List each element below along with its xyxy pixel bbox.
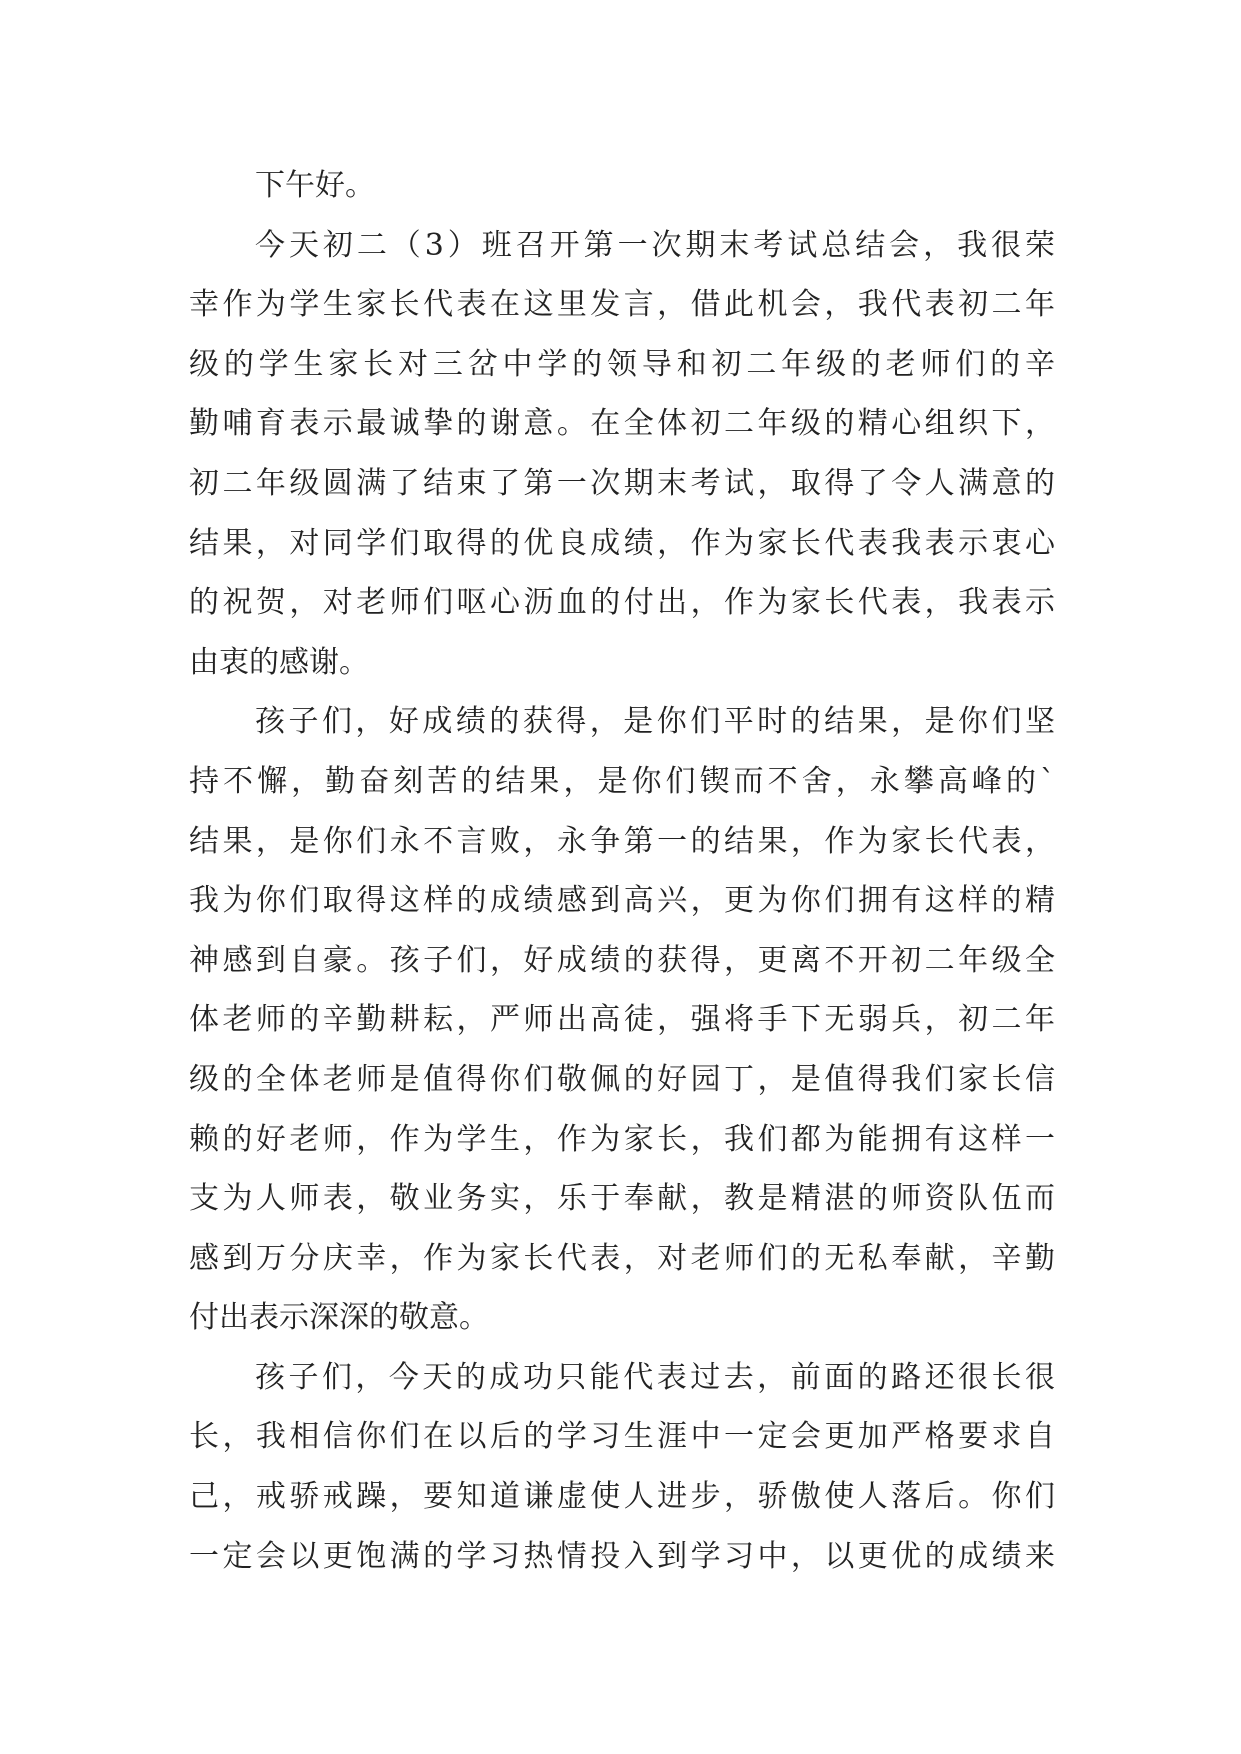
paragraph-2-line-2: 持不懈，勤奋刻苦的结果，是你们锲而不舍，永攀高峰的` <box>189 763 1055 799</box>
paragraph-2-line-3: 结果，是你们永不言败，永争第一的结果，作为家长代表， <box>189 823 1055 859</box>
paragraph-1-line-5: 初二年级圆满了结束了第一次期末考试，取得了令人满意的 <box>189 465 1055 501</box>
paragraph-3-line-4: 一定会以更饱满的学习热情投入到学习中，以更优的成绩来 <box>189 1538 1055 1574</box>
paragraph-1-line-7: 的祝贺，对老师们呕心沥血的付出，作为家长代表，我表示 <box>189 585 1055 621</box>
paragraph-2-line-6: 体老师的辛勤耕耘，严师出高徒，强将手下无弱兵，初二年 <box>189 1002 1055 1038</box>
paragraph-2-line-9: 支为人师表，敬业务实，乐于奉献，教是精湛的师资队伍而 <box>189 1181 1055 1217</box>
paragraph-1-line-4: 勤哺育表示最诚挚的谢意。在全体初二年级的精心组织下， <box>189 406 1055 442</box>
paragraph-3-line-2: 长，我相信你们在以后的学习生涯中一定会更加严格要求自 <box>189 1419 1055 1455</box>
paragraph-1-line-1: 今天初二（3）班召开第一次期末考试总结会，我很荣 <box>255 227 1055 263</box>
paragraph-3-line-1: 孩子们，今天的成功只能代表过去，前面的路还很长很 <box>255 1359 1055 1395</box>
paragraph-1-line-3: 级的学生家长对三岔中学的领导和初二年级的老师们的辛 <box>189 346 1055 382</box>
paragraph-3-line-3: 己，戒骄戒躁，要知道谦虚使人进步，骄傲使人落后。你们 <box>189 1479 1055 1515</box>
paragraph-1-line-8: 由衷的感谢。 <box>189 644 369 680</box>
greeting-line: 下午好。 <box>255 168 375 203</box>
paragraph-2-line-11: 付出表示深深的敬意。 <box>189 1300 489 1336</box>
paragraph-2-line-7: 级的全体老师是值得你们敬佩的好园丁，是值得我们家长信 <box>189 1061 1055 1097</box>
paragraph-1-line-2: 幸作为学生家长代表在这里发言，借此机会，我代表初二年 <box>189 287 1055 323</box>
paragraph-1-line-6: 结果，对同学们取得的优良成绩，作为家长代表我表示衷心 <box>189 525 1055 561</box>
paragraph-2-line-5: 神感到自豪。孩子们，好成绩的获得，更离不开初二年级全 <box>189 942 1055 978</box>
paragraph-2-line-4: 我为你们取得这样的成绩感到高兴，更为你们拥有这样的精 <box>189 883 1055 919</box>
document-body <box>189 156 1055 1586</box>
paragraph-2-line-8: 赖的好老师，作为学生，作为家长，我们都为能拥有这样一 <box>189 1121 1055 1157</box>
paragraph-2-line-10: 感到万分庆幸，作为家长代表，对老师们的无私奉献，辛勤 <box>189 1240 1055 1276</box>
paragraph-2-line-1: 孩子们，好成绩的获得，是你们平时的结果，是你们坚 <box>255 704 1055 740</box>
